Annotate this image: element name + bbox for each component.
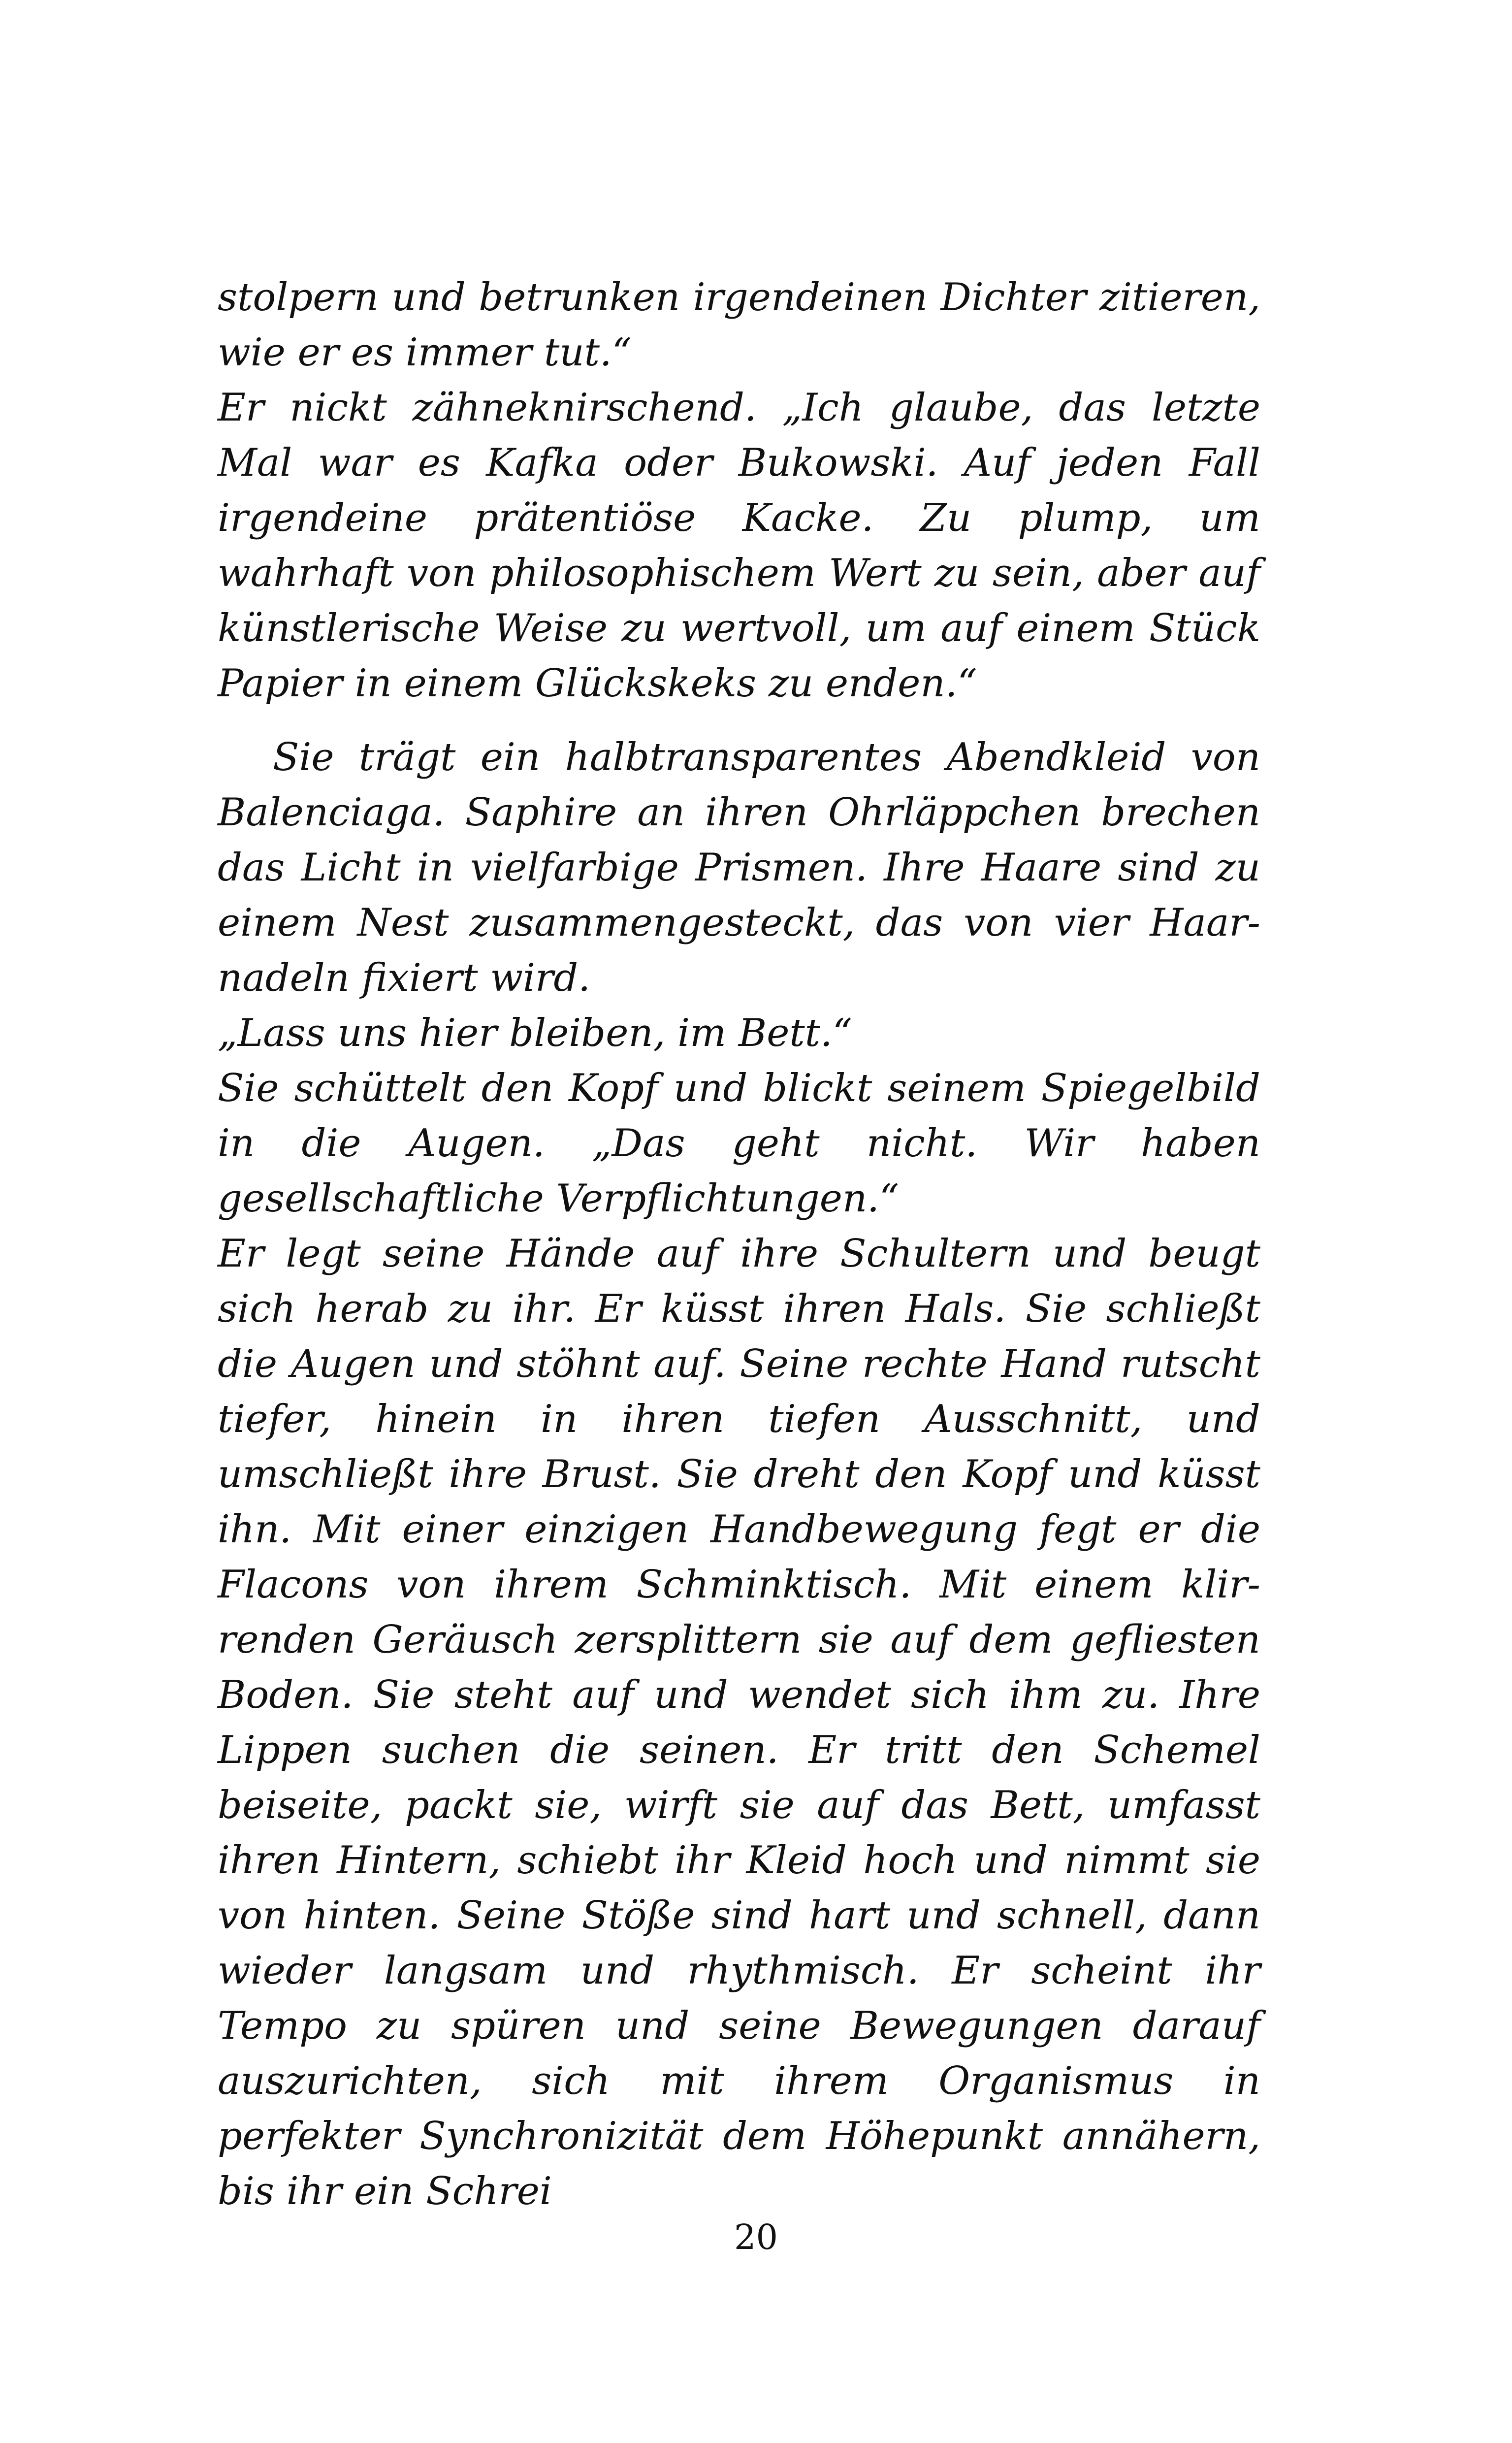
paragraph-6: Er legt seine Hände auf ihre Schultern und beugt sich herab zu ihr. Er küsst ihren Hals. Sie schließt die Augen und stöhnt auf. Seine rechte Hand rutscht tiefer, hinein in ihren tiefen Ausschnitt, und umschließt ihre Brust. Sie dreht den Kopf und küsst ihn. Mit einer einzigen Handbewegung fegt er die Flacons von ihrem Schminktisch. Mit einem klirrenden Geräusch zersplittern sie auf dem gefliesten Boden. Sie steht auf und wendet sich ihm zu. Ihre Lippen suchen die seinen. Er tritt den Schemel beiseite, packt sie, wirft sie auf das Bett, umfasst ihren Hintern, schiebt ihr Kleid hoch und nimmt sie von hinten. Seine Stöße sind hart und schnell, dann wieder langsam und rhythmisch. Er scheint ihr Tempo zu spüren und seine Bewegungen darauf auszurichten, sich mit ihrem Organismus in perfekter Synchronizität dem Höhepunkt annähern, bis ihr ein Schrei bbox=[218, 1232, 1260, 2214]
paragraph-3: Sie trägt ein halbtransparentes Abendkleid von Balenciaga. Saphire an ihren Ohrläppchen brechen das Licht in vielfarbige Prismen. Ihre Haare sind zu einem Nest zusammengesteckt, das von vier Haarnadeln fixiert wird. bbox=[218, 735, 1260, 1000]
paragraph-2: Er nickt zähneknirschend. „Ich glaube, das letzte Mal war es Kafka oder Bukowski. Auf jeden Fall irgendeine prätentiöse Kacke. Zu plump, um wahrhaft von philosophischem Wert zu sein, aber auf künstlerische Weise zu wertvoll, um auf einem Stück Papier in einem Glückskeks zu enden.“ bbox=[218, 386, 1260, 706]
paragraph-4: „Lass uns hier bleiben, im Bett.“ bbox=[218, 1011, 852, 1055]
paragraph-5: Sie schüttelt den Kopf und blickt seinem Spiegelbild in die Augen. „Das geht nicht. Wir haben gesellschaftliche Verpflichtungen.“ bbox=[218, 1066, 1260, 1221]
body-text bbox=[218, 270, 1260, 2219]
page-number: 20 bbox=[734, 2217, 778, 2257]
paragraph-1: stolpern und betrunken irgendeinen Dichter zitieren, wie er es immer tut.“ bbox=[218, 275, 1260, 375]
